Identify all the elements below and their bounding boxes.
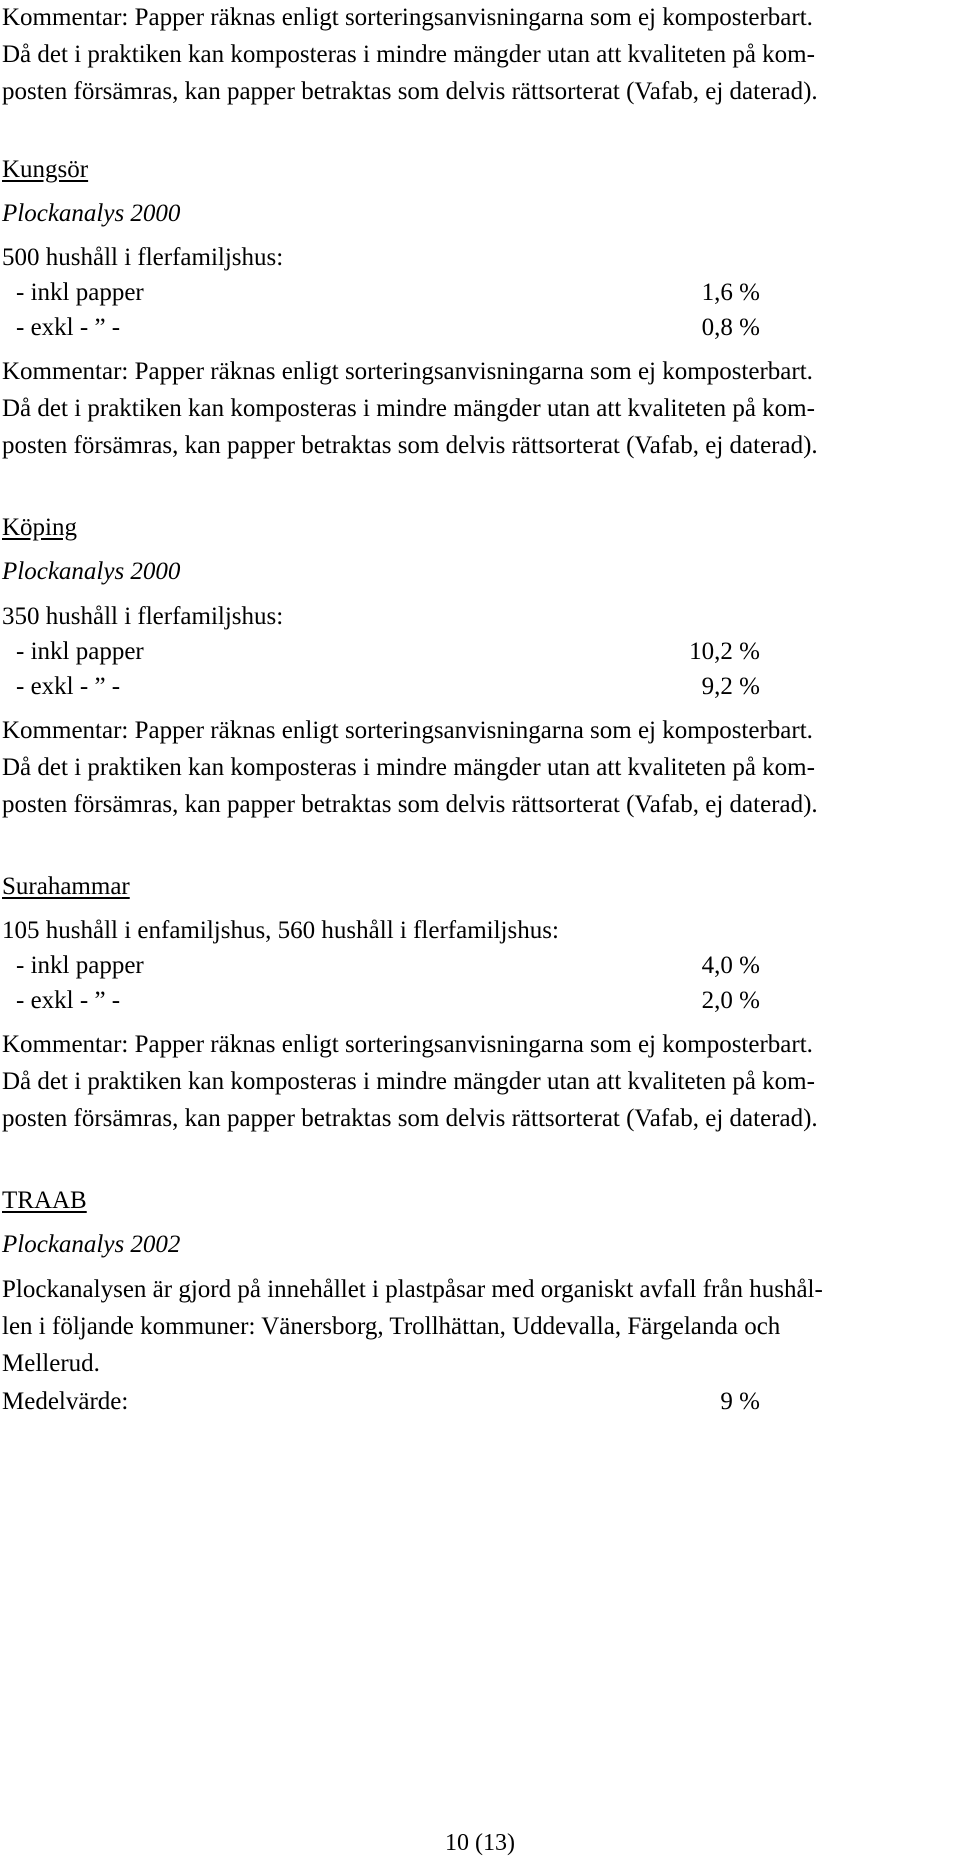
koping-comment xyxy=(2,713,956,824)
row-value: 1,6 % xyxy=(701,279,760,306)
section-koping-sub xyxy=(2,554,956,591)
section-koping-households xyxy=(2,599,956,636)
row-value: 9,2 % xyxy=(701,673,760,700)
section-surahammar xyxy=(2,869,956,906)
intro-comment xyxy=(2,0,956,111)
comment-line: Kommentar: Papper räknas enligt sorteringsanvisningarna som ej komposterbart. xyxy=(2,717,813,744)
section-kungsor xyxy=(2,152,956,189)
row-label: - inkl papper xyxy=(16,279,144,306)
traab-medelvarde xyxy=(2,1384,956,1421)
comment-line: posten försämras, kan papper betraktas som delvis rättsorterat (Vafab, ej daterad). xyxy=(2,432,818,459)
section-subheading: Plockanalys 2000 xyxy=(2,558,181,585)
households-text: 105 hushåll i enfamiljshus, 560 hushåll i flerfamiljshus: xyxy=(2,917,559,944)
section-heading: Surahammar xyxy=(2,873,130,900)
comment-line: posten försämras, kan papper betraktas som delvis rättsorterat (Vafab, ej daterad). xyxy=(2,791,818,818)
medelvarde-label: Medelvärde: xyxy=(2,1388,129,1415)
section-heading: Kungsör xyxy=(2,156,89,183)
koping-row-exkl xyxy=(2,669,956,706)
comment-line: Då det i praktiken kan komposteras i mindre mängder utan att kvaliteten på kom- xyxy=(2,395,815,422)
comment-line: posten försämras, kan papper betraktas som delvis rättsorterat (Vafab, ej daterad). xyxy=(2,78,818,105)
comment-line: posten försämras, kan papper betraktas som delvis rättsorterat (Vafab, ej daterad). xyxy=(2,1105,818,1132)
comment-line: Då det i praktiken kan komposteras i mindre mängder utan att kvaliteten på kom- xyxy=(2,754,815,781)
row-value: 0,8 % xyxy=(701,314,760,341)
comment-line: Kommentar: Papper räknas enligt sorteringsanvisningarna som ej komposterbart. xyxy=(2,358,813,385)
section-subheading: Plockanalys 2002 xyxy=(2,1231,181,1258)
traab-body xyxy=(2,1272,956,1383)
section-subheading: Plockanalys 2000 xyxy=(2,200,181,227)
households-text: 500 hushåll i flerfamiljshus: xyxy=(2,244,284,271)
row-label: - exkl - ” - xyxy=(16,673,121,700)
kungsor-row-inkl xyxy=(2,275,956,312)
koping-row-inkl xyxy=(2,634,956,671)
section-traab-sub xyxy=(2,1227,956,1264)
section-kungsor-sub xyxy=(2,196,956,233)
section-heading: Köping xyxy=(2,514,77,541)
row-label: - exkl - ” - xyxy=(16,987,121,1014)
section-kungsor-households xyxy=(2,240,956,277)
medelvarde-value: 9 % xyxy=(720,1388,760,1415)
body-line: Mellerud. xyxy=(2,1350,100,1377)
households-text: 350 hushåll i flerfamiljshus: xyxy=(2,603,284,630)
kungsor-row-exkl xyxy=(2,310,956,347)
section-traab xyxy=(2,1183,956,1220)
surahammar-comment xyxy=(2,1027,956,1138)
kungsor-comment xyxy=(2,354,956,465)
surahammar-row-inkl xyxy=(2,948,956,985)
row-label: - inkl papper xyxy=(16,638,144,665)
body-line: len i följande kommuner: Vänersborg, Trollhättan, Uddevalla, Färgelanda och xyxy=(2,1313,781,1340)
section-heading: TRAAB xyxy=(2,1187,87,1214)
row-value: 2,0 % xyxy=(701,987,760,1014)
section-koping xyxy=(2,510,956,547)
section-surahammar-households xyxy=(2,913,956,950)
surahammar-row-exkl xyxy=(2,983,956,1020)
page-number: 10 (13) xyxy=(445,1830,515,1856)
body-line: Plockanalysen är gjord på innehållet i plastpåsar med organiskt avfall från hushål- xyxy=(2,1276,823,1303)
row-value: 10,2 % xyxy=(689,638,760,665)
comment-line: Då det i praktiken kan komposteras i mindre mängder utan att kvaliteten på kom- xyxy=(2,1068,815,1095)
comment-line: Kommentar: Papper räknas enligt sorteringsanvisningarna som ej komposterbart. xyxy=(2,4,813,31)
comment-line: Kommentar: Papper räknas enligt sorteringsanvisningarna som ej komposterbart. xyxy=(2,1031,813,1058)
comment-line: Då det i praktiken kan komposteras i mindre mängder utan att kvaliteten på kom- xyxy=(2,41,815,68)
row-label: - inkl papper xyxy=(16,952,144,979)
row-label: - exkl - ” - xyxy=(16,314,121,341)
row-value: 4,0 % xyxy=(701,952,760,979)
